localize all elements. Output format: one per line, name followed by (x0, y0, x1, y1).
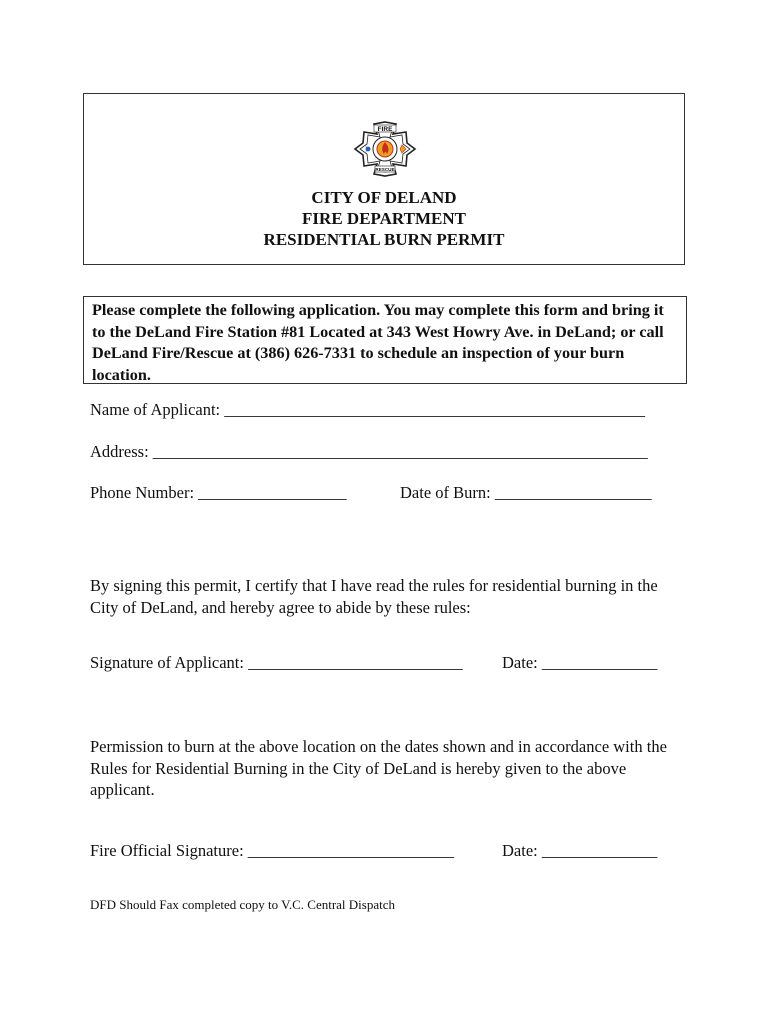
fire-rescue-maltese-cross-icon (352, 118, 418, 180)
permission-statement: Permission to burn at the above location on the dates shown and in accordance with the Rules for Residential Burning in the City of DeLand is hereby given to the above applicant. (90, 737, 667, 799)
logo-top-text: FIRE (377, 126, 393, 133)
title-permit: RESIDENTIAL BURN PERMIT (263, 230, 505, 249)
burn-date-field[interactable]: Date of Burn: ___________________ (400, 483, 652, 502)
fire-official-date-field[interactable]: Date: ______________ (502, 841, 658, 860)
intro-instructions: Please complete the following application. You may complete this form and bring it to the DeLand Fire Station #81 Located at 343 West Howry Ave. in DeLand; or call DeLand Fire/Rescue at (386) 626-7331 to schedule an inspection of your burn location. (83, 296, 687, 384)
footer-note: DFD Should Fax completed copy to V.C. Central Dispatch (90, 897, 395, 912)
address-field[interactable]: Address: ____________________________________________________________ (90, 442, 648, 461)
phone-number-field[interactable]: Phone Number: __________________ (90, 483, 347, 502)
title-department: FIRE DEPARTMENT (302, 209, 466, 228)
applicant-signature-date-field[interactable]: Date: ______________ (502, 653, 658, 672)
applicant-name-field[interactable]: Name of Applicant: ___________________________________________________ (90, 400, 646, 419)
title-city: CITY OF DELAND (311, 188, 457, 207)
applicant-signature-field[interactable]: Signature of Applicant: __________________________ (90, 653, 463, 672)
certification-statement: By signing this permit, I certify that I have read the rules for residential burning in the City of DeLand, and hereby agree to abide by these rules: (90, 576, 658, 617)
fire-official-signature-field[interactable]: Fire Official Signature: _________________________ (90, 841, 455, 860)
logo-bottom-text: RESCUE (375, 167, 395, 172)
